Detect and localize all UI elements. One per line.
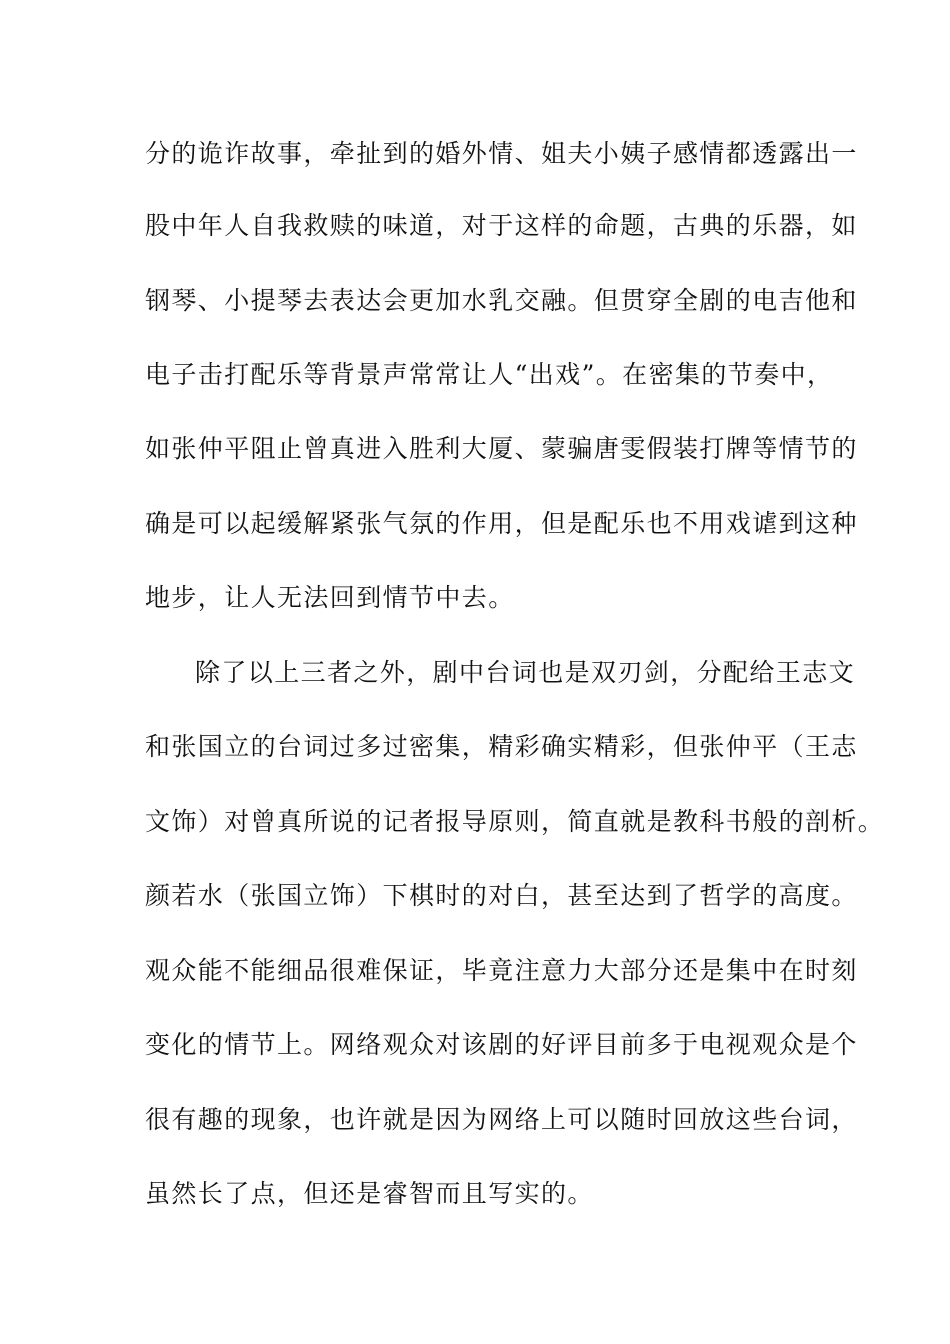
text-line-12: 观众能不能细品很难保证，毕竟注意力大部分还是集中在时刻 (145, 956, 858, 985)
text-line-6: 确是可以起缓解紧张气氛的作用，但是配乐也不用戏谑到这种 (145, 509, 858, 538)
text-line-2: 股中年人自我救赎的味道，对于这样的命题，古典的乐器，如 (145, 211, 858, 240)
text-line-9: 和张国立的台词过多过密集，精彩确实精彩，但张仲平（王志 (145, 732, 858, 761)
text-line-15: 虽然长了点，但还是睿智而且写实的。 (145, 1179, 594, 1208)
text-line-4: 电子击打配乐等背景声常常让人“出戏”。在密集的节奏中， (145, 360, 834, 389)
text-line-11: 颜若水（张国立饰）下棋时的对白，甚至达到了哲学的高度。 (145, 881, 858, 910)
text-line-7: 地步，让人无法回到情节中去。 (145, 583, 515, 612)
text-line-10: 文饰）对曾真所说的记者报导原则，简直就是教科书般的剖析。 (145, 807, 885, 836)
text-line-14: 很有趣的现象，也许就是因为网络上可以随时回放这些台词， (145, 1105, 858, 1134)
text-line-13: 变化的情节上。网络观众对该剧的好评目前多于电视观众是个 (145, 1030, 858, 1059)
text-line-5: 如张仲平阻止曾真进入胜利大厦、蒙骗唐雯假装打牌等情节的 (145, 434, 858, 463)
text-line-8-paragraph-start: 除了以上三者之外，剧中台词也是双刃剑，分配给王志文 (195, 658, 856, 687)
text-line-3: 钢琴、小提琴去表达会更加水乳交融。但贯穿全剧的电吉他和 (145, 286, 858, 315)
text-line-1: 分的诡诈故事，牵扯到的婚外情、姐夫小姨子感情都透露出一 (145, 139, 858, 168)
